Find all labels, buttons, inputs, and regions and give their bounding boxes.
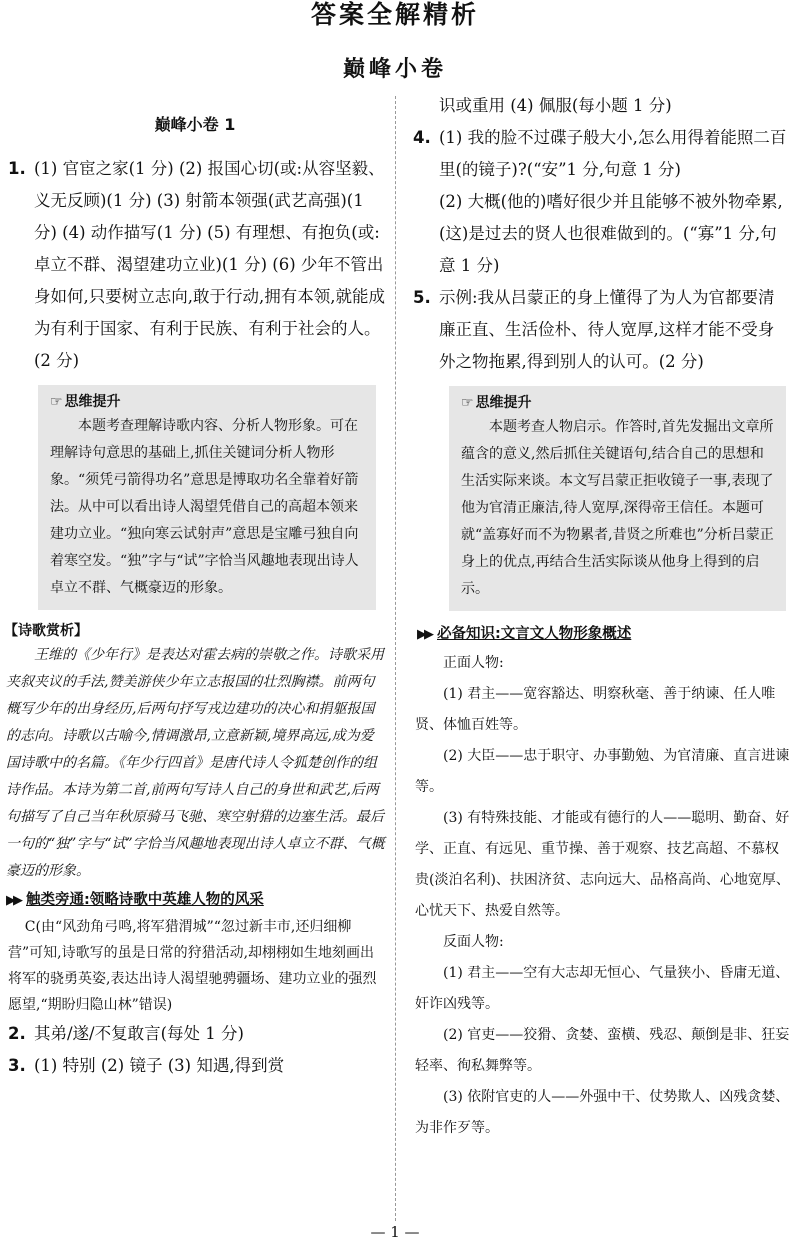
knowledge-heading: [417, 621, 790, 648]
answer-text-part-1: (1) 我的脸不过碟子般大小,怎么用得着能照二百里(的镜子)?(“安”1 分,句意 1 分): [439, 128, 787, 179]
knowledge-title: 必备知识:文言文人物形象概述: [437, 626, 632, 642]
answer-text: (1) 特别 (2) 镜子 (3) 知遇,得到赏: [34, 1056, 285, 1075]
answer-text: 识或重用 (4) 佩服(每小题 1 分): [439, 96, 672, 115]
page-title: 答案全解精析: [310, 0, 479, 29]
question-3-continued: [405, 90, 790, 122]
question-number: 2.: [8, 1024, 26, 1043]
section-heading: 巅峰小卷 1: [154, 115, 236, 134]
question-number: 3.: [8, 1056, 26, 1075]
answer-text: (1) 官宦之家(1 分) (2) 报国心切(或:从容坚毅、义无反顾)(1 分) (3) 射箭本领强(武艺高强)(1 分) (4) 动作描写(1 分) (5) 有理想、有抱负(或:卓立不群、渴望建功立业)(1 分) (6) 少年不管出身如何,只要树立志向,敢于行动,拥有本领,就能成为有利于国家、有利于民族、有利于社会的人。(2 分): [34, 159, 385, 370]
knowledge-item: (1) 君主——空有大志却无恒心、气量狭小、昏庸无道、奸诈凶残等。: [415, 965, 790, 1012]
thinking-text: 本题考查人物启示。作答时,首先发掘出文章所蕴含的意义,然后抓住关键语句,结合自己的思想和生活实际来谈。本文写吕蒙正拒收镜子一事,表现了他为官清正廉洁,待人宽厚,深得帝王信任。本题可就“盖寡好而不为物累者,昔贤之所难也”分析吕蒙正身上的优点,再结合生活实际谈从他身上得到的启示。: [461, 419, 774, 597]
question-1: [0, 153, 390, 377]
page-subtitle: 巅峰小卷: [342, 57, 447, 82]
thinking-box: [38, 385, 376, 610]
thinking-box: [449, 386, 786, 611]
left-column: [0, 96, 390, 1082]
double-arrow-icon: ▶▶: [417, 627, 431, 642]
knowledge-list: [415, 648, 790, 1144]
knowledge-item: 反面人物:: [443, 934, 504, 950]
answer-text-part-2: (2) 大概(他的)嗜好很少并且能够不被外物牵累,(这)是过去的贤人也很难做到的。(“寡”1 分,句意 1 分): [439, 192, 783, 275]
double-arrow-icon: ▶▶: [6, 893, 20, 908]
thinking-text: 本题考查理解诗歌内容、分析人物形象。可在理解诗句意思的基础上,抓住关键词分析人物形象。“须凭弓箭得功名”意思是博取功名全靠着好箭法。从中可以看出诗人渴望凭借自己的高超本领来建功立业。“独向寒云试射声”意思是宝雕弓独自向着寒空发。“独”字与“试”字恰当风趣地表现出诗人卓立不群、气概豪迈的形象。: [50, 418, 359, 596]
hand-pointer-icon: ☞: [50, 394, 63, 410]
knowledge-item: (2) 大臣——忠于职守、办事勤勉、为官清廉、直言进谏等。: [415, 748, 790, 795]
thinking-heading: 思维提升: [64, 394, 121, 410]
answer-text: 其弟/遂/不复敢言(每处 1 分): [34, 1024, 244, 1043]
knowledge-item: (2) 官吏——狡猾、贪婪、蛮横、残忍、颠倒是非、狂妄轻率、徇私舞弊等。: [415, 1027, 790, 1074]
extension-title: 触类旁通:领略诗歌中英雄人物的风采: [26, 892, 264, 908]
knowledge-item: 正面人物:: [443, 655, 504, 671]
column-divider: [395, 96, 396, 1221]
poem-analysis-text: 王维的《少年行》是表达对霍去病的崇敬之作。诗歌采用夹叙夹议的手法,赞美游侠少年立志报国的壮烈胸襟。前两句概写少年的出身经历,后两句抒写戎边建功的决心和捐躯报国的志向。诗歌以古喻今,情调激昂,立意新颖,境界高远,成为爱国诗歌中的名篇。《年少行四首》是唐代诗人令狐楚创作的组诗作品。本诗为第二首,前两句写诗人自己的身世和武艺,后两句描写了自己当年秋原骑马飞驰、寒空射猎的边塞生活。最后一句的“独”字与“试”字恰当风趣地表现出诗人卓立不群、气概豪迈的形象。: [6, 647, 385, 879]
question-number: 1.: [8, 159, 26, 178]
knowledge-item: (3) 有特殊技能、才能或有德行的人——聪明、勤奋、好学、正直、有远见、重节操、善于观察、技艺高超、不慕权贵(淡泊名利)、扶困济贫、志向远大、品格高尚、心地宽厚、心忧天下、热爱自然等。: [415, 810, 790, 919]
knowledge-item: (3) 依附官吏的人——外强中干、仗势欺人、凶残贪婪、为非作歹等。: [415, 1089, 790, 1136]
answer-text: 示例:我从吕蒙正的身上懂得了为人为官都要清廉正直、生活俭朴、待人宽厚,这样才能不受身外之物拖累,得到别人的认可。(2 分): [439, 288, 775, 371]
hand-pointer-icon: ☞: [461, 395, 474, 411]
right-column: [405, 90, 790, 1144]
question-3: [0, 1050, 390, 1082]
knowledge-item: (1) 君主——宽容豁达、明察秋毫、善于纳谏、任人唯贤、体恤百姓等。: [415, 686, 776, 733]
question-2: [0, 1018, 390, 1050]
extension-text: C(由“风劲角弓鸣,将军猎渭城”“忽过新丰市,还归细柳营”可知,诗歌写的虽是日常的狩猎活动,却栩栩如生地刻画出将军的骁勇英姿,表达出诗人渴望驰骋疆场、建功立业的强烈愿望,“期盼归隐山林”错误): [8, 919, 377, 1013]
page-number: — 1 —: [370, 1223, 420, 1241]
poem-analysis-heading: 【诗歌赏析】: [4, 623, 88, 639]
question-4: [405, 122, 790, 282]
extension-heading: [6, 887, 390, 914]
question-number: 5.: [413, 288, 431, 307]
thinking-heading: 思维提升: [475, 395, 532, 411]
question-5: [405, 282, 790, 378]
question-number: 4.: [413, 128, 431, 147]
